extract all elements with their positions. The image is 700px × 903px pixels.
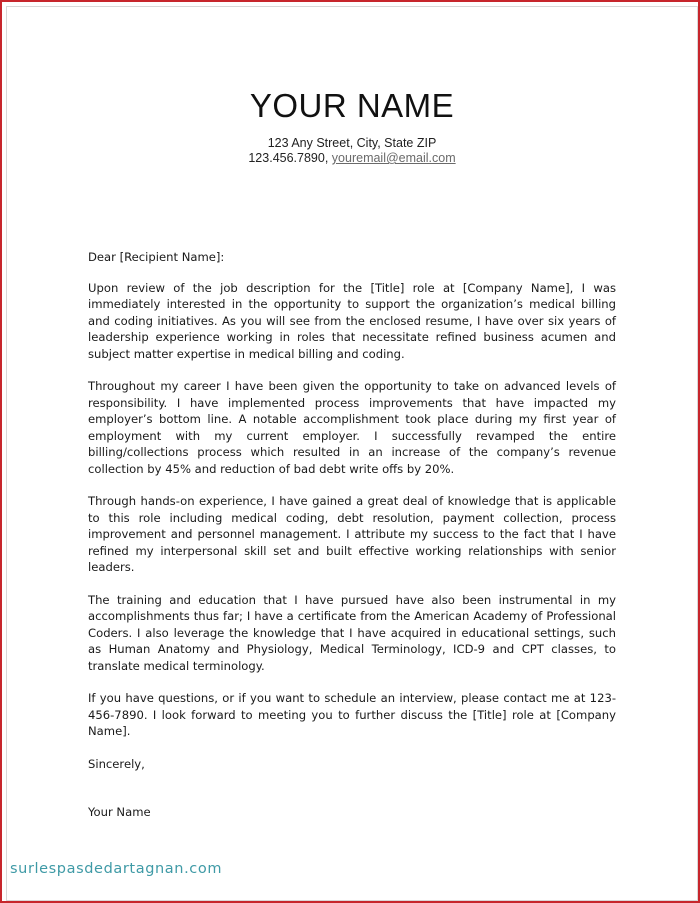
sender-contact-line <box>2 151 700 166</box>
letter-paragraph-5: If you have questions, or if you want to schedule an interview, please contact me at 123-456-7890. I look forward to meeting you to further discuss the [Title] role at [Company Name]. <box>88 691 616 738</box>
letter-paragraph-2: Throughout my career I have been given the opportunity to take on advanced levels of responsibility. I have implemented process improvements that have impacted my employer’s bottom line. A notable accomplishment took place during my first year of employment with my current employer. I successfully revamped the entire billing/collections process which resulted in an increase of the company’s revenue collection by 45% and reduction of bad debt write offs by 20%. <box>88 379 616 476</box>
watermark: surlespasdedartagnan.com <box>10 861 223 877</box>
letter-greeting: Dear [Recipient Name]: <box>88 250 225 264</box>
letter-paragraph-4: The training and education that I have pursued have also been instrumental in my accomplishments thus far; I have a certificate from the American Academy of Professional Coders. I also leverage the knowledge that I have acquired in educational settings, such as Human Anatomy and Physiology, Medical Terminology, ICD-9 and CPT classes, to translate medical terminology. <box>88 592 616 673</box>
letter-closing: Sincerely, <box>88 756 145 771</box>
sender-name: YOUR NAME <box>249 87 455 124</box>
letter-body <box>88 249 616 837</box>
sender-phone: 123.456.7890, <box>248 151 329 165</box>
letter-signature: Your Name <box>88 805 151 819</box>
letterhead <box>2 86 700 166</box>
letter-paragraph-1: Upon review of the job description for the [Title] role at [Company Name], I was immediately interested in the opportunity to support the organization’s medical billing and coding initiatives. As you will see from the enclosed resume, I have over six years of leadership experience working in roles that necessitate refined business acumen and subject matter expertise in medical billing and coding. <box>88 280 616 361</box>
sender-email-link[interactable]: youremail@email.com <box>331 151 456 165</box>
letter-paragraph-3: Through hands-on experience, I have gained a great deal of knowledge that is applicable to this role including medical coding, debt resolution, payment collection, process improvement and personnel management. I attribute my success to the fact that I have refined my interpersonal skill set and built effective working relationships with senior leaders. <box>88 494 616 574</box>
sender-address: 123 Any Street, City, State ZIP <box>267 136 437 150</box>
